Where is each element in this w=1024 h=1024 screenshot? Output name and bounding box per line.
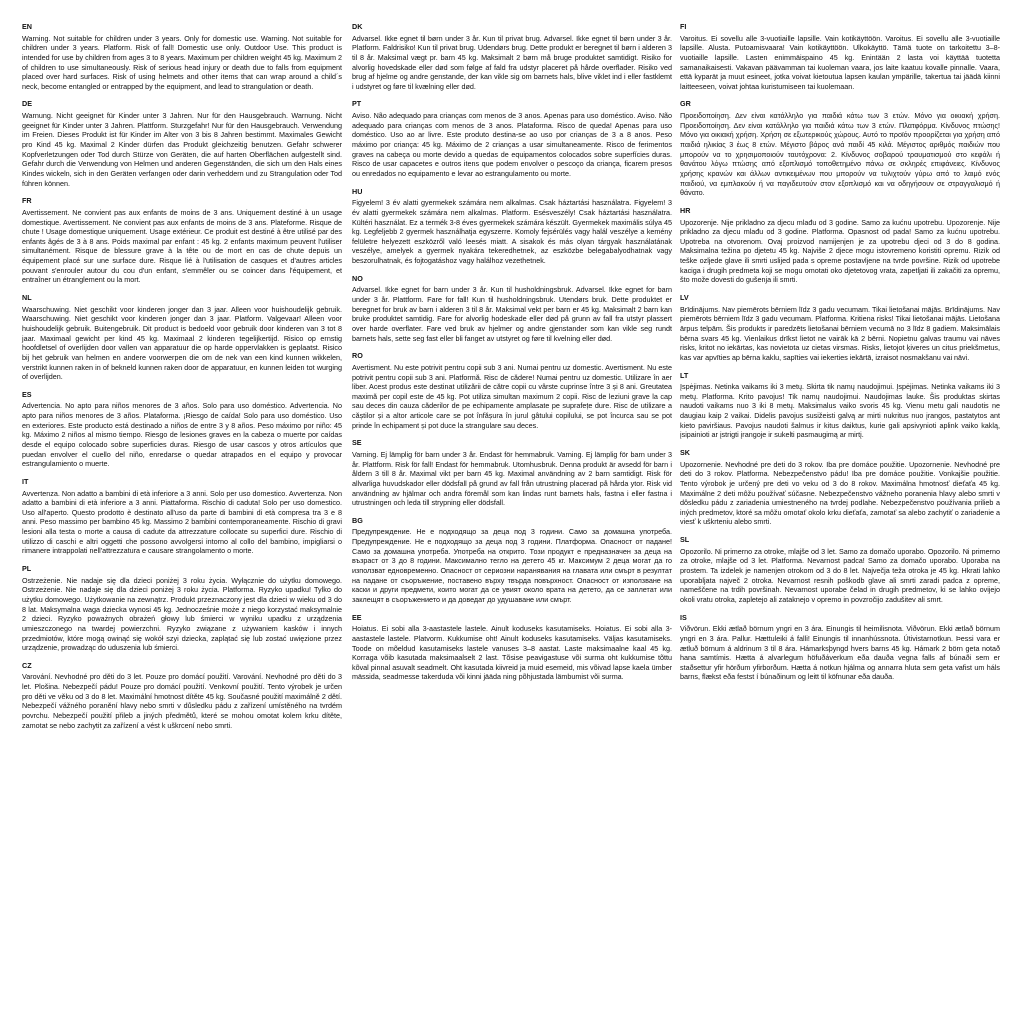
warning-section <box>22 99 342 188</box>
warning-text: Varning. Ej lämplig för barn under 3 år. Endast för hemmabruk. Varning. Ej lämplig för barn under 3 år. Plattform. Risk för fall! Endast för hemmabruk. Utomhusbruk. Denna produkt är avsedd för barn i åldern 3 till 8 år. Maximal vikt per barn 45 kg. Maximal användning av 2 barn samtidigt. Risk för allvarliga huvudskador eller dödsfall på grund av fall från utrustning placerad på hårda ytor. Risk vid användning av hjälmar och andra föremål som kan lindas runt barnets hals, fastna i eller fastna i utrustningen och leda till strypning eller dödsfall. <box>352 449 672 508</box>
warning-text: Įspėjimas. Netinka vaikams iki 3 metų. Skirta tik namų naudojimui. Įspėjimas. Netinka vaikams iki 3 metų. Platforma. Krito pavojus! Tik namų naudojimui. Naudojimas lauke. Šis produktas skirtas naudoti vaikams nuo 3 iki 8 metų. Maksimalus vaiko svoris 45 kg. Vienu metu gali naudotis ne daugiau kaip 2 vaikai. Didelis pavojus susižeisti galvą ar mirti nukritus nuo įrangos, pastatytos ant kieto paviršiaus. Pavojus naudoti šalmus ir kitus daiktus, kurie gali apsivynioti aplink vaiko kaklą, įsipainioti ar įstrigti įrangoje ir sukelti pasmaugimą ar mirtį. <box>680 382 1000 440</box>
warning-section <box>680 371 1000 440</box>
warning-section <box>680 206 1000 285</box>
warning-section <box>352 351 672 430</box>
language-code: HU <box>352 186 363 196</box>
warning-section <box>22 293 342 382</box>
warning-section <box>680 22 1000 91</box>
language-code: HR <box>680 205 691 215</box>
warning-section <box>22 22 342 91</box>
warning-section <box>22 661 342 730</box>
warning-section <box>352 438 672 507</box>
warning-section <box>352 613 672 682</box>
warning-text: Advarsel. Ikke egnet til børn under 3 år. Kun til privat brug. Advarsel. Ikke egnet til børn under 3 år. Platform. Faldrisiko! Kun til privat brug. Udendørs brug. Dette produkt er beregnet til børn i alderen 3 til 8 år. Maksimal vægt pr. barn 45 kg. Maksimalt 2 børn må bruge produktet samtidigt. Risiko for alvorlig hovedskade eller død som følge af fald fra udstyr placeret på hårde overflader. Risiko ved brug af hjelme og andre genstande, der kan vikle sig om barnets hals, blive viklet ind i eller fastklemt i udstyret og føre til kvælning eller død. <box>352 33 672 91</box>
warning-text: Waarschuwing. Niet geschikt voor kinderen jonger dan 3 jaar. Alleen voor huishoudelijk gebruik. Waarschuwing. Niet geschikt voor kinderen jonger dan 3 jaar. Platform. Valgevaar! Alleen voor huishoudelijk gebruik. Buitengebruik. Dit product is bedoeld voor gebruik door kinderen van 3 tot 8 jaar. Maximaal gewicht per kind 45 kg. Maximaal 2 kinderen tegelijkertijd. Risico op ernstig hoofdletsel of overlijden door vallen van apparatuur die op harde oppervlakken is geplaatst. Risico bij het gebruik van helmen en andere voorwerpen die om de nek van een kind kunnen wikkelen, verstrikt kunnen raken in of bekneld kunnen raken door de apparatuur, en kunnen leiden tot wurging of overlijden. <box>22 304 342 382</box>
warning-text: Brīdinājums. Nav piemērots bērniem līdz 3 gadu vecumam. Tikai lietošanai mājās. Brīdinājums. Nav piemērots bērniem līdz 3 gadu vecumam. Platforma. Kritiena risks! Tikai lietošanai mājās. Lietošana ārpus telpām. Šis produkts ir paredzēts lietošanai bērniem vecumā no 3 līdz 8 gadiem. Maksimālais bērna svars 45 kg. Vienlaikus drīkst lietot ne vairāk kā 2 bērni. Nopietnu galvas traumu vai nāves risks, kritot no iekārtas, kas novietota uz cietas virsmas. Risks, lietojot ķiveres un citus priekšmetus, kas var apvīties ap bērna kaklu, sapīties vai iekerties iekārtā, izraisot nosmakšanu vai nāvi. <box>680 304 1000 362</box>
warning-section <box>22 390 342 469</box>
language-code: NO <box>352 273 363 283</box>
warning-section <box>352 274 672 343</box>
warning-text: Warnung. Nicht geeignet für Kinder unter 3 Jahren. Nur für den Hausgebrauch. Warnung. Nicht geeignet für Kinder unter 3 Jahren. Plattform. Sturzgefahr! Nur für den Hausgebrauch. Verwendung im Freien. Dieses Produkt ist für Kinder im Alter von 3 bis 8 Jahren bestimmt. Maximales Gewicht pro Kind 45 kg. Maximal 2 Kinder dürfen das Produkt gleichzeitig benutzen. Gefahr schwerer Kopfverletzungen oder Tod durch Stürze von Geräten, die auf harten Oberflächen aufgestellt sind. Gefahr durch die Verwendung von Helmen und anderen Gegenständen, die sich um den Hals eines Kindes wickeln, sich in den Geräten verfangen oder darin verheddern und zu Strangulation oder Tod führen können. <box>22 111 342 188</box>
warning-text: Viðvörun. Ekki ætlað börnum yngri en 3 ára. Einungis til heimilisnota. Viðvörun. Ekki ætlað börnum yngri en 3 ára. Pallur. Hættuleiki á falli! Einungis til innanhússnota. Útivistarnotkun. Þessi vara er ætluð börnum á aldrinum 3 til 8 ára. Hámarksþyngd hvers barns 45 kg. Hámark 2 börn geta notað hana samtímis. Hætta á alvarlegum höfuðáverkum eða dauða vegna falls af búnaði sem er staðsettur yfir hörðum yfirborðum. Hætta á notkun hjálma og annarra hluta sem geta vafist um háls barns, flækst eða festst í búnaðinum og leitt til köfnunar eða dauða. <box>680 624 1000 682</box>
warning-section <box>680 613 1000 682</box>
warning-section <box>22 477 342 556</box>
language-code: SK <box>680 447 690 457</box>
language-code: CZ <box>22 660 32 670</box>
warning-text: Advertencia. No apto para niños menores de 3 años. Solo para uso doméstico. Advertencia. No apto para niños menores de 3 años. Plataforma. ¡Riesgo de caída! Solo para uso doméstico. Uso en exteriores. Este producto está destinado a niños de entre 3 y 8 años. Peso máximo por niño: 45 kg. Máximo 2 niños al mismo tiempo. Riesgo de lesiones graves en la cabeza o muerte por caídas desde el equipo colocado sobre superficies duras. Riesgo de usar cascos y otros artículos que puedan envolver el cuello del niño, enredarse o quedar atrapados en el equipo y provocar estrangulamiento o muerte. <box>22 401 342 469</box>
warning-section <box>352 516 672 605</box>
warning-text: Aviso. Não adequado para crianças com menos de 3 anos. Apenas para uso doméstico. Aviso. Não adequado para crianças com menos de 3 anos. Plataforma. Risco de queda! Apenas para uso doméstico. Uso ao ar livre. Este produto destina-se ao uso por crianças de 3 a 8 anos. Peso máximo por criança: 45 kg. Máximo de 2 crianças a usar simultaneamente. Risco de ferimentos graves na cabeça ou morte devido a quedas de equipamentos colocados sobre superfícies duras. Risco de usar capacetes e outros itens que podem envolver o pescoço da criança, ficarem presos ou enredados no equipamento e levar ao estrangulamento ou morte. <box>352 111 672 178</box>
warning-section <box>680 99 1000 197</box>
language-code: SE <box>352 438 362 448</box>
language-code: FI <box>680 22 687 31</box>
language-code: GR <box>680 99 691 109</box>
language-code: DK <box>352 22 363 31</box>
warning-text: Varování. Nevhodné pro děti do 3 let. Pouze pro domácí použití. Varování. Nevhodné pro děti do 3 let. Plošina. Nebezpečí pádu! Pouze pro domácí použití. Venkovní použití. Tento výrobek je určen pro děti ve věku od 3 do 8 let. Maximální hmotnost dítěte 45 kg. Současné použití maximálně 2 dětí. Nebezpečí vážného poranění hlavy nebo smrti v důsledku pádu z zařízení umístěného na tvrdém povrchu. Nebezpečí použití přileb a jiných předmětů, které se mohou omotat kolem krku dítěte, zamotat se nebo zachytit za zařízení a vést k uškrcení nebo smrti. <box>22 672 342 730</box>
column-2 <box>352 22 672 690</box>
language-code: DE <box>22 99 32 109</box>
language-code: RO <box>352 351 363 361</box>
language-code: SL <box>680 535 690 545</box>
language-code: NL <box>22 293 32 303</box>
warning-text: Avvertenza. Non adatto a bambini di età inferiore a 3 anni. Solo per uso domestico. Avvertenza. Non adatto a bambini di età inferiore a 3 anni. Piattaforma. Rischio di caduta! Solo per uso domestico. Uso all'aperto. Questo prodotto è destinato all'uso da parte di bambini di età compresa tra 3 e 8 anni. Peso massimo per bambino 45 kg. Massimo 2 bambini contemporaneamente. Rischio di gravi lesioni alla testa o morte a causa di cadute da attrezzature collocate su superfici dure. Rischio di utilizzo di caschi e altri oggetti che possono avvolgersi intorno al collo del bambino, impigliarsi o rimanere intrappolati nell'attrezzatura e causare strangolamento o morte. <box>22 488 342 556</box>
warning-text: Ostrzeżenie. Nie nadaje się dla dzieci poniżej 3 roku życia. Wyłącznie do użytku domowego. Ostrzeżenie. Nie nadaje się dla dzieci poniżej 3 roku życia. Platforma. Ryzyko upadku! Tylko do użytku domowego. Użytkowanie na zewnątrz. Produkt przeznaczony jest dla dzieci w wieku od 3 do 8 lat. Maksymalna waga dziecka wynosi 45 kg. Jednocześnie może z niego korzystać maksymalnie 2 dzieci. Ryzyko poważnych obrażeń głowy lub śmierci w wyniku upadku z urządzenia umieszczonego na twardej powierzchni. Ryzyko związane z używaniem kasków i innych przedmiotów, które mogą owinąć się wokół szyi dziecka, zaplątać się lub zostać uwięzione przez urządzenie, prowadząc do uduszenia lub śmierci. <box>22 575 342 653</box>
warning-text: Avertissement. Ne convient pas aux enfants de moins de 3 ans. Uniquement destiné à un usage domestique. Avertissement. Ne convient pas aux enfants de moins de 3 ans. Plateforme. Risque de chute ! Usage domestique uniquement. Usage extérieur. Ce produit est destiné à être utilisé par des enfants âgés de 3 à 8 ans. Poids maximal par enfant : 45 kg. 2 enfants maximum peuvent l'utiliser simultanément. Risque de blessure grave à la tête ou de mort en cas de chute depuis un équipement placé sur une surface dure. Risque lié à l'utilisation de casques et d'autres articles pouvant s'enrouler autour du cou d'un enfant, s'emmêler ou se coincer dans l'équipement, et entraîner un étranglement ou la mort. <box>22 207 342 285</box>
warning-text: Figyelem! 3 év alatti gyermekek számára nem alkalmas. Csak háztartási használatra. Figyelem! 3 év alatti gyermekek számára nem alkalmas. Platform. Esésveszély! Csak háztartási használatra. Kültéri használat. Ez a termék 3-8 éves gyermekek számára készült. Gyermekek maximális súlya 45 kg. Legfeljebb 2 gyermek használhatja egyszerre. Komoly fejsérülés vagy halál veszélye a kemény felületre helyezett eszközről való leesés miatt. A sisakok és más olyan tárgyak használatának veszélye, amelyek a gyermek nyakára tekeredhetnek, az eszközbe belegabalyodhatnak vagy beszorulhatnak, és fojtogatáshoz vagy halálhoz vezethetnek. <box>352 198 672 266</box>
language-code: PL <box>22 564 32 574</box>
warning-text: Advarsel. Ikke egnet for barn under 3 år. Kun til husholdningsbruk. Advarsel. Ikke egnet for barn under 3 år. Plattform. Fare for fall! Kun til husholdningsbruk. Utendørs bruk. Dette produktet er beregnet for bruk av barn i alderen 3 til 8 år. Maksimal vekt per barn er 45 kg. Maksimalt 2 barn kan bruke produktet samtidig. Fare for alvorlig hodeskade eller død på grunn av fall fra utstyr plassert over harde overflater. Fare ved bruk av hjelmer og andre gjenstander som kan vikle seg rundt barnets hals, sette seg fast eller bli fanget av utstyret og føre til kvelning eller død. <box>352 285 672 343</box>
warning-section <box>680 293 1000 362</box>
language-code: ES <box>22 389 32 399</box>
warning-section <box>22 196 342 285</box>
language-code: LV <box>680 293 689 303</box>
warning-text: Προειδοποίηση. Δεν είναι κατάλληλο για παιδιά κάτω των 3 ετών. Μόνο για οικιακή χρήση. Προειδοποίηση. Δεν είναι κατάλληλο για παιδιά κάτω των 3 ετών. Πλατφόρμα. Κίνδυνος πτώσης! Μόνο για οικιακή χρήση. Χρήση σε εξωτερικούς χώρους. Αυτό το προϊόν προορίζεται για χρήση από παιδιά ηλικίας 3 έως 8 ετών. Μέγιστο βάρος ανά παιδί 45 κιλά. Μέγιστος αριθμός παιδιών που μπορούν να το χρησιμοποιούν ταυτόχρονα: 2. Κίνδυνος σοβαρού τραυματισμού στο κεφάλι ή θανάτου λόγω πτώσης από εξοπλισμό τοποθετημένο πάνω σε σκληρές επιφάνειες. Κίνδυνος χρήσης κρανών και άλλων αντικειμένων που μπορούν να τυλιχτούν γύρω από το λαιμό ενός παιδιού, να εμπλακούν ή να παγιδευτούν στον εξοπλισμό και να οδηγήσουν σε στραγγαλισμό ή θάνατο. <box>680 111 1000 198</box>
warning-text: Upozorenje. Nije prikladno za djecu mlađu od 3 godine. Samo za kućnu upotrebu. Upozorenje. Nije prikladno za djecu mlađu od 3 godine. Platforma. Opasnost od pada! Samo za kućnu upotrebu. Upotreba na otvorenom. Ovaj proizvod namijenjen je za upotrebu djeci od 3 do 8 godina. Maksimalna težina po djetetu 45 kg. Najviše 2 djece mogu istovremeno koristiti opremu. Rizik od teške ozljede glave ili smrti uslijed pada s opreme postavljene na tvrde površine. Rizik od upotrebe kaciga i drugih predmeta koji se mogu omotati oko djetetovog vrata, zapetljati ili zakačiti za opremu, što može dovesti do gušenja ili smrti. <box>680 217 1000 285</box>
warning-section <box>680 448 1000 527</box>
warning-section <box>22 564 342 653</box>
language-code: IT <box>22 476 29 486</box>
warning-text: Opozorilo. Ni primerno za otroke, mlajše od 3 let. Samo za domačo uporabo. Opozorilo. Ni primerno za otroke, mlajše od 3 let. Platforma. Nevarnost padca! Samo za domačo uporabo. Uporaba na prostem. Ta izdelek je namenjen otrokom od 3 do 8 let. Največja teža otroka je 45 kg. Hkrati lahko uporabljata največ 2 otroka. Nevarnost resnih poškodb glave ali smrti zaradi padca z opreme, nameščene na trdih površinah. Nevarnost uporabe čelad in drugih predmetov, ki se lahko ovijejo okoli vratu otroka, zapletejo ali zataknejo v opremo in povzročijo zadušitev ali smrt. <box>680 546 1000 604</box>
warning-text: Varoitus. Ei sovellu alle 3-vuotiaille lapsille. Vain kotikäyttöön. Varoitus. Ei sovellu alle 3-vuotiaille lapsille. Alusta. Putoamisvaara! Vain kotikäyttöön. Ulkokäyttö. Tämä tuote on tarkoitettu 3–8-vuotiaille lapsille. Lasten enimmäispaino 45 kg. Enintään 2 lasta voi käyttää tuotetta samanaikaisesti. Vakavan päävamman tai kuoleman vaara, jos laite kaatuu kovalle pinnalle. Vaara, että kyparät ja muut esineet, jotka voivat kietoutua lapsen kaulan ympärille, takertua tai jäädä kiinni laitteeseen, voivat johtaa kuristumiseen tai kuolemaan. <box>680 33 1000 91</box>
language-code: LT <box>680 370 689 380</box>
warning-section <box>352 22 672 91</box>
language-code: BG <box>352 515 363 525</box>
warning-section <box>352 187 672 266</box>
warning-text: Warning. Not suitable for children under 3 years. Only for domestic use. Warning. Not suitable for children under 3 years. Platform. Risk of fall! Domestic use only. Outdoor Use. This product is intended for use by children from ages 3 to 8 years. Maximum per children weight 45 kg. Maximum 2 of children to use simultaneously. Risk of serious head injury or death due to falls from equipment placed over hard surfaces. Risk of using helmets and other items that can wrap around a child´s neck, become entangled or entrapped by the equipment, and lead to strangulation or death. <box>22 33 342 91</box>
warning-text: Hoiatus. Ei sobi alla 3-aastastele lastele. Ainult koduseks kasutamiseks. Hoiatus. Ei sobi alla 3-aastastele lastele. Platvorm. Kukkumise oht! Ainult koduseks kasutamiseks. Väljas kasutamiseks. Toode on mõeldud kasutamiseks lastele vanuses 3–8 aastat. Laste maksimaalne kaal 45 kg. Korraga võib kasutada maksimaalselt 2 last. Tõsise peavigastuse või surma oht kukkumise tõttu kõval pinnal asuvalt seadmelt. Oht kasutada kiivreid ja muid esemeid, mis võivad lapse kaela ümber mässida, seadmesse takerduda või kinni jääda ning põhjustada lämbumist või surma. <box>352 624 672 682</box>
language-code: PT <box>352 99 362 109</box>
warning-text: Предупреждение. Не е подходящо за деца под 3 години. Само за домашна употреба. Предупреждение. Не е подходящо за деца под 3 години. Платформа. Опасност от падане! Само за домашна употреба. Употреба на открито. Този продукт е предназначен за деца на възраст от 3 до 8 години. Максимално тегло на детето 45 кг. Максимум 2 деца могат да го използват едновременно. Опасност от сериозни наранявания на главата или смърт в резултат на падане от съоръжение, поставено върху твърда повърхност. Опасност от използване на каски и други предмети, които могат да се увият около врата на детето, да се заплетат или заклещят в съоръжението и да доведат до удушаване или смърт. <box>352 527 672 604</box>
warning-text: Avertisment. Nu este potrivit pentru copii sub 3 ani. Numai pentru uz domestic. Avertisment. Nu este potrivit pentru copii sub 3 ani. Platformă. Risc de cădere! Numai pentru uz domestic. Utilizare în aer liber. Acest produs este destinat utilizării de către copii cu vârste cuprinse între 3 și 8 ani. Greutatea maximă per copil este de 45 kg. Pot utiliza simultan maximum 2 copii. Risc de leziuni grave la cap sau deces din cauza căderilor de pe echipamente amplasate pe suprafețe dure. Risc de utilizare a căștilor și a altor articole care se pot înfășura în jurul gâtului copilului, se pot încurca sau se pot prinde în echipament și pot duce la strangulare sau deces. <box>352 362 672 430</box>
warning-section <box>680 535 1000 604</box>
language-code: EN <box>22 22 32 31</box>
language-code: EE <box>352 612 362 622</box>
language-code: FR <box>22 196 32 206</box>
language-code: IS <box>680 612 687 622</box>
warning-section <box>352 99 672 178</box>
column-3 <box>680 22 1000 690</box>
warning-text: Upozornenie. Nevhodné pre deti do 3 rokov. Iba pre domáce použitie. Upozornenie. Nevhodné pre deti do 3 rokov. Platforma. Nebezpečenstvo pádu! Iba pre domáce použitie. Vonkajšie použitie. Tento výrobok je určený pre deti vo veku od 3 do 8 rokov. Maximálna hmotnosť dieťaťa 45 kg. Maximálne 2 deti môžu používať súčasne. Nebezpečenstvo vážneho poranenia hlavy alebo smrti v dôsledku pádu z zariadenia umiestneného na tvrdej podlahe. Nebezpečenstvo používania prilieb a iných predmetov, ktoré sa môžu omotať okolo krku dieťaťa, zamotať sa alebo zachytiť o zariadenie a viesť k uškrteniu alebo smrti. <box>680 459 1000 527</box>
column-1 <box>22 22 342 738</box>
